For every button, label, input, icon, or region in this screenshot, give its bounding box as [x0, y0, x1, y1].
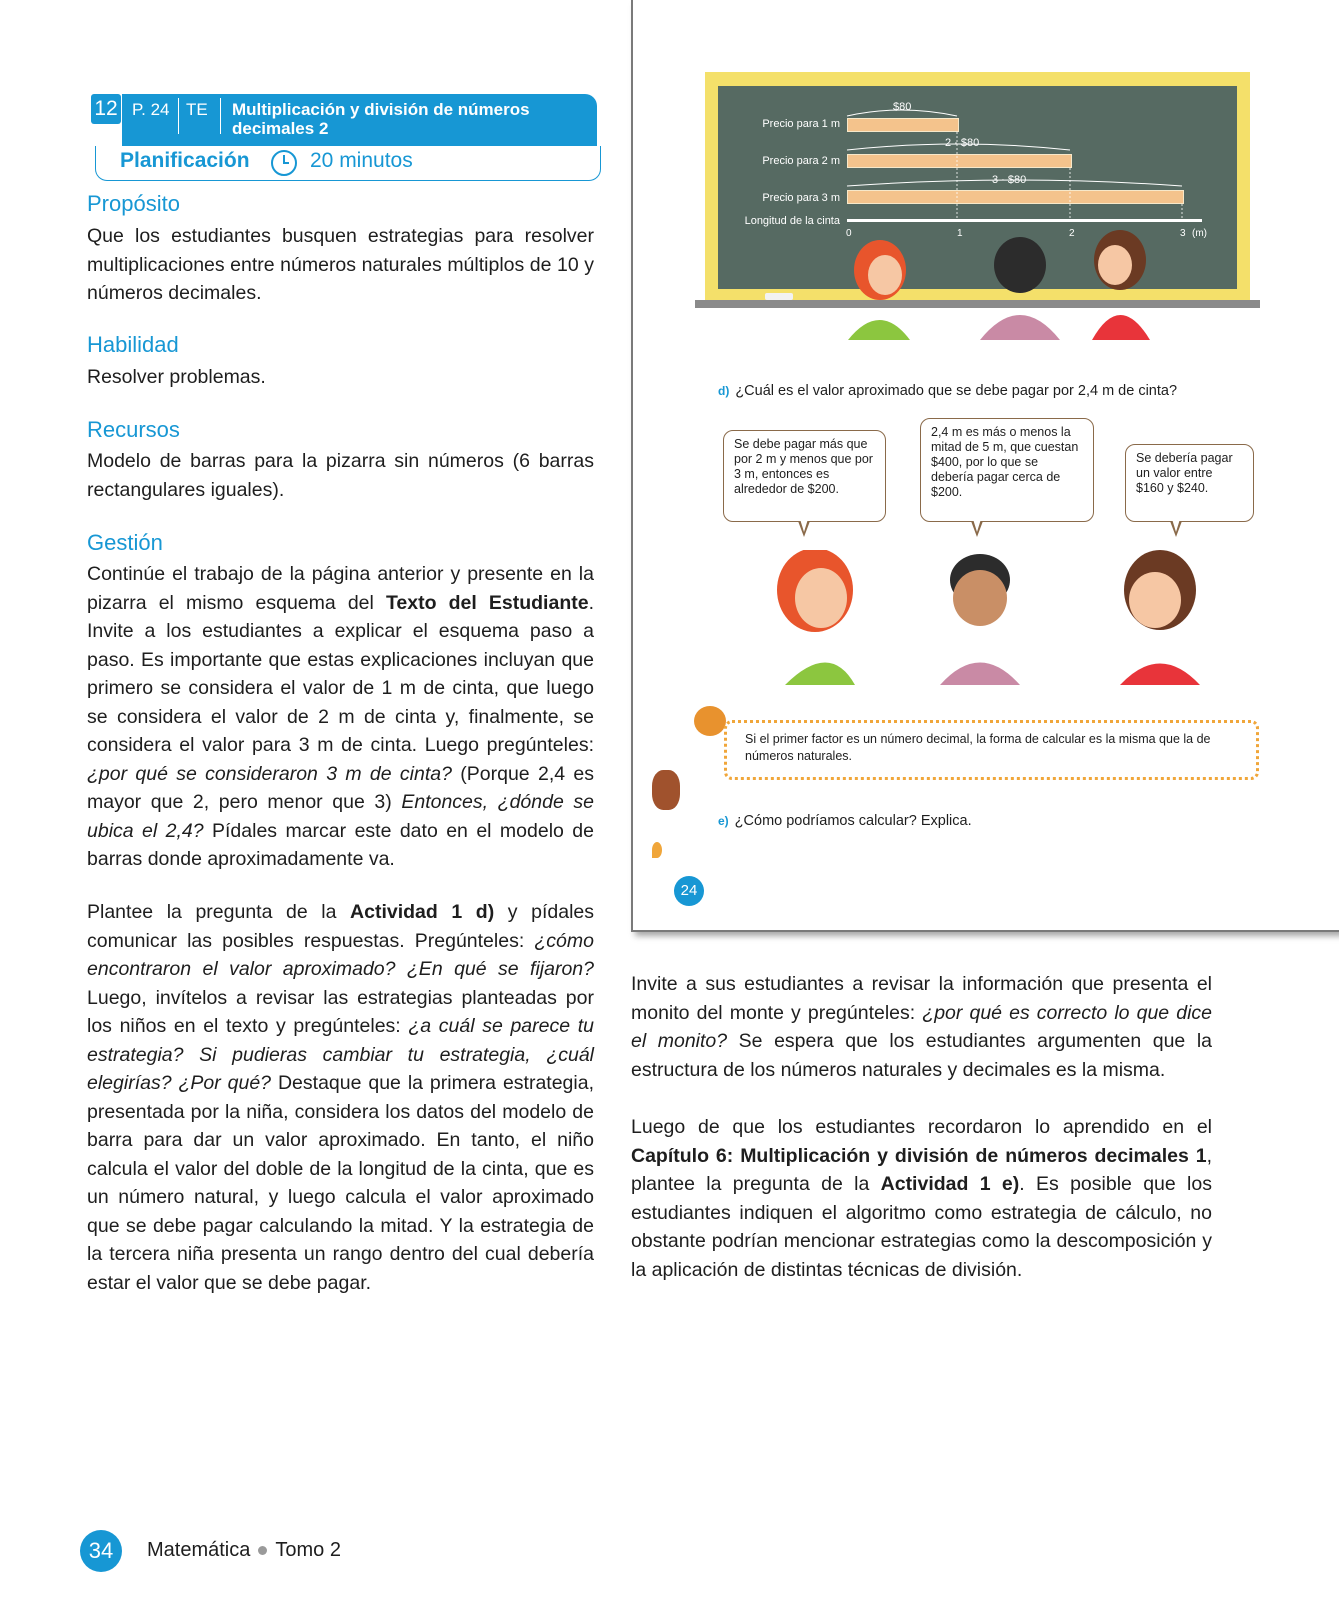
text: Destaque que la primera estrategia, presentada por la niña, considera los datos del modelo de barra para dar un valor aproximado. En tanto, el niño calcula el valor del doble de la longitud de la cinta, que es un número natural, y luego calcula el valor aproximado que se debe pagar calculando la mitad. Y la estrategia de la tercera niña presenta un rango dentro del cual debería estar el valor que se debe pagar. [87, 1072, 594, 1294]
header-divider [178, 98, 179, 134]
italic-question: ¿por qué se consideraron 3 m de cinta? [87, 762, 452, 785]
alarm-clock-icon [271, 150, 297, 176]
board-label-1m: Precio para 1 m [762, 118, 840, 130]
page-reference: P. 24 [132, 100, 170, 119]
board-braces [840, 96, 1200, 226]
text: . Es posible que los estudiantes indiquen el algoritmo como estrategia de cálculo, no obstante podrían mencionar estrategias como la descomposición y la aplicación de distintas técnicas de división. [631, 1173, 1212, 1281]
lesson-title-line1: Multiplicación y división de números [232, 100, 530, 119]
italic-question: ¿por qué es correcto lo que dice el monito? [631, 1001, 1213, 1052]
bubble-tail [971, 521, 983, 537]
tip-box: Si el primer factor es un número decimal, la forma de calcular es la misma que la de números naturales. [724, 720, 1259, 780]
textbook-page-number: 24 [674, 876, 704, 906]
tick-unit: (m) [1192, 228, 1207, 239]
te-label: TE [186, 100, 208, 119]
question-text: ¿Cómo podríamos calcular? Explica. [734, 813, 972, 829]
question-text: ¿Cuál es el valor aproximado que se debe pagar por 2,4 m de cinta? [735, 383, 1178, 399]
footer-label [147, 1539, 341, 1562]
right-paragraph-2 [631, 1113, 1212, 1284]
gestion-paragraph-2 [87, 898, 594, 1297]
text: Plantee la pregunta de la [87, 901, 351, 923]
tick-3: 3 [1180, 228, 1186, 239]
bold-text: Actividad 1 d) [350, 901, 495, 923]
bold-text: Texto del Estudiante [385, 591, 589, 614]
children-at-board-illustration [830, 230, 1270, 350]
planning-box [95, 146, 601, 181]
girl-redhead-waving-icon [777, 550, 855, 685]
text: Se espera que los estudiantes argumenten que la estructura de los números naturales y decimales es la misma. [631, 1030, 1212, 1081]
lesson-number: 12 [91, 94, 121, 124]
tick-0: 0 [846, 228, 852, 239]
boy-back-icon [980, 237, 1060, 340]
children-faces-illustration [755, 550, 1265, 690]
speech-bubble-1 [723, 430, 886, 522]
lesson-header [122, 94, 597, 146]
speech-text: Se debería pagar un valor entre $160 y $240. [1136, 451, 1233, 495]
girl-brown-hair-icon [1092, 230, 1150, 340]
bold-text: Actividad 1 e) [880, 1173, 1020, 1195]
section-title-proposito: Propósito [87, 191, 180, 216]
text: (Porque 2,4 es mayor que 2, pero menor que 3) [87, 762, 594, 813]
board-label-2m: Precio para 2 m [762, 155, 840, 167]
planning-label: Planificación [120, 149, 250, 172]
girl-brown-hair-pointing-icon [1120, 550, 1200, 685]
text: . Invite a los estudiantes a explicar el esquema paso a paso. Es importante que estas explicaciones incluyan que primero se considera el valor de 1 m de cinta, que luego se considera el valor de 2 m de cinta y, finalmente, se considera el valor para 3 m de cinta. Luego pregúnteles: [87, 591, 594, 756]
chalk-icon [765, 293, 793, 300]
bubble-tail [798, 521, 810, 537]
italic-question: Entonces, ¿dónde se ubica el 2,4? [87, 791, 594, 842]
lesson-title-line2: decimales 2 [232, 119, 329, 138]
speech-bubble-3 [1125, 444, 1254, 522]
tick-2: 2 [1069, 228, 1075, 239]
monkey-icon [694, 706, 726, 736]
text: Luego de que los estudiantes recordaron lo aprendido en el [631, 1116, 1212, 1138]
lesson-title [232, 100, 592, 138]
question-letter: e) [718, 814, 729, 828]
text: Pídales marcar este dato en el modelo de barras donde aproximadamente va. [87, 819, 594, 870]
question-e [718, 813, 972, 829]
footer-subject: Matemática [147, 1539, 251, 1561]
board-value-1: $80 [893, 101, 912, 113]
tick-1: 1 [957, 228, 963, 239]
board-label-3m: Precio para 3 m [762, 192, 840, 204]
italic-question: ¿cómo encontraron el valor aproximado? ¿En qué se fijaron? [87, 929, 594, 980]
question-letter: d) [718, 384, 730, 398]
text: Continúe el trabajo de la página anterior y presente en la pizarra el mismo esquema del [87, 563, 594, 614]
section-title-gestion: Gestión [87, 530, 163, 555]
italic-question: ¿a cuál se parece tu estrategia? Si pudieras cambiar tu estrategia, ¿cuál elegirías? ¿Por qué? [87, 1015, 594, 1094]
text: Invite a sus estudiantes a revisar la información que presenta el monito del monte y pregúnteles: [631, 973, 1212, 1024]
girl-redhead-icon [848, 240, 910, 340]
section-title-recursos: Recursos [87, 417, 180, 442]
question-d [718, 383, 1177, 399]
footer-volume: Tomo 2 [275, 1539, 341, 1561]
speech-bubble-2 [920, 418, 1094, 522]
header-divider [220, 98, 221, 134]
proposito-text: Que los estudiantes busquen estrategias para resolver multiplicaciones entre números naturales múltiplos de 10 y números decimales. [87, 225, 594, 304]
text: Luego, invítelos a revisar las estrategias planteadas por los niños en el texto y pregúnteles: [87, 986, 594, 1037]
speech-text: Se debe pagar más que por 2 m y menos que por 3 m, entonces es alrededor de $200. [734, 437, 873, 496]
text: , plantee la pregunta de la [631, 1144, 1212, 1195]
board-label-length: Longitud de la cinta [744, 215, 840, 227]
board-value-2: 2 · $80 [945, 137, 980, 149]
bubble-tail [1170, 521, 1182, 537]
speech-text: 2,4 m es más o menos la mitad de 5 m, que cuestan $400, por lo que se debería pagar cerca de $200. [931, 425, 1079, 499]
recursos-text: Modelo de barras para la pizarra sin números (6 barras rectangulares iguales). [87, 450, 594, 501]
planning-duration: 20 minutos [310, 149, 413, 172]
bullet-dot-icon [258, 1546, 267, 1555]
habilidad-text: Resolver problemas. [87, 366, 266, 388]
board-value-3: 3 · $80 [992, 174, 1027, 186]
ant-icon [652, 770, 680, 810]
gestion-paragraph-1 [87, 560, 594, 874]
bold-text: Capítulo 6: Multiplicación y división de números decimales 1 [631, 1144, 1207, 1167]
leaf-icon [652, 842, 662, 858]
section-title-habilidad: Habilidad [87, 332, 179, 357]
text: y pídales comunicar las posibles respuestas. Pregúnteles: [87, 901, 594, 952]
boy-thinking-icon [940, 554, 1020, 685]
page-number: 34 [80, 1530, 122, 1572]
right-paragraph-1 [631, 970, 1212, 1084]
